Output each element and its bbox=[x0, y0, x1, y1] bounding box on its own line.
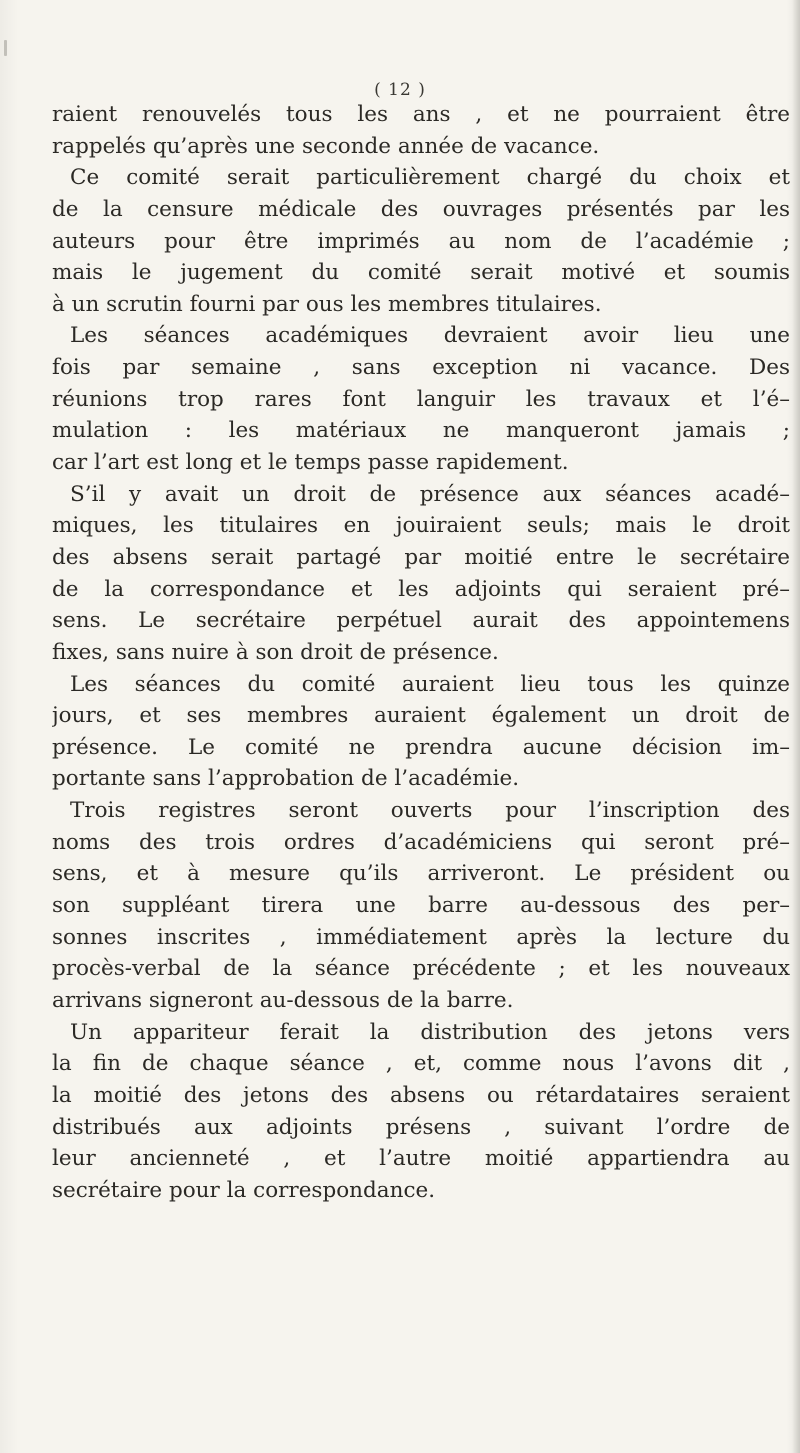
text-line: arrivans signeront au-dessous de la barre. bbox=[52, 987, 514, 1013]
page-edge-shadow bbox=[792, 0, 800, 1453]
text-line: Les séances du comité auraient lieu tous les quinze bbox=[70, 671, 790, 697]
margin-mark bbox=[4, 40, 7, 56]
text-line: fois par semaine , sans exception ni vacance. Des bbox=[52, 355, 790, 381]
text-line: Un appariteur ferait la distribution des jetons vers bbox=[70, 1019, 790, 1045]
text-line: présence. Le comité ne prendra aucune décision im– bbox=[52, 734, 790, 760]
text-line: miques, les titulaires en jouiraient seuls; mais le droit bbox=[52, 513, 790, 539]
text-line: son suppléant tirera une barre au-dessous des per– bbox=[52, 893, 790, 919]
text-line: distribués aux adjoints présens , suivant l’ordre de bbox=[52, 1114, 790, 1140]
text-line: Trois registres seront ouverts pour l’inscription des bbox=[70, 798, 790, 824]
text-line: de la censure médicale des ouvrages présentés par les bbox=[52, 196, 790, 222]
page-number: ( 12 ) bbox=[374, 80, 426, 100]
text-line: raient renouvelés tous les ans , et ne pourraient être bbox=[52, 102, 790, 127]
text-line: secrétaire pour la correspondance. bbox=[52, 1177, 436, 1203]
text-line: mais le jugement du comité serait motivé et soumis bbox=[52, 260, 790, 286]
text-line: sens. Le secrétaire perpétuel aurait des appointemens bbox=[52, 608, 790, 634]
text-line: à un scrutin fourni par ous les membres titulaires. bbox=[52, 291, 602, 317]
text-line: de la correspondance et les adjoints qui seraient pré– bbox=[52, 576, 790, 602]
text-line: procès-verbal de la séance précédente ; et les nouveaux bbox=[52, 956, 790, 982]
text-line: auteurs pour être imprimés au nom de l’académie ; bbox=[52, 228, 790, 254]
body-text bbox=[52, 99, 790, 1206]
text-line: noms des trois ordres d’académiciens qui seront pré– bbox=[52, 829, 790, 855]
text-line: portante sans l’approbation de l’académie. bbox=[52, 766, 520, 792]
text-line: leur ancienneté , et l’autre moitié appartiendra au bbox=[52, 1146, 790, 1172]
text-line: mulation : les matériaux ne manqueront jamais ; bbox=[52, 418, 790, 444]
text-line: sens, et à mesure qu’ils arriveront. Le président ou bbox=[52, 861, 790, 887]
text-line: S’il y avait un droit de présence aux séances acadé– bbox=[70, 481, 790, 507]
text-line: Les séances académiques devraient avoir lieu une bbox=[70, 323, 790, 349]
text-line: rappelés qu’après une seconde année de vacance. bbox=[52, 133, 600, 159]
text-line: des absens serait partagé par moitié entre le secrétaire bbox=[52, 544, 790, 570]
text-line: jours, et ses membres auraient également un droit de bbox=[52, 703, 790, 729]
text-line: la fin de chaque séance , et, comme nous l’avons dit , bbox=[52, 1051, 790, 1077]
text-line: réunions trop rares font languir les travaux et l’é– bbox=[52, 386, 790, 412]
text-line: fixes, sans nuire à son droit de présence. bbox=[52, 639, 499, 665]
text-line: car l’art est long et le temps passe rapidement. bbox=[52, 450, 569, 476]
text-line: Ce comité serait particulièrement chargé du choix et bbox=[70, 165, 790, 191]
text-line: sonnes inscrites , immédiatement après la lecture du bbox=[52, 924, 790, 950]
text-line: la moitié des jetons des absens ou rétardataires seraient bbox=[52, 1082, 790, 1108]
